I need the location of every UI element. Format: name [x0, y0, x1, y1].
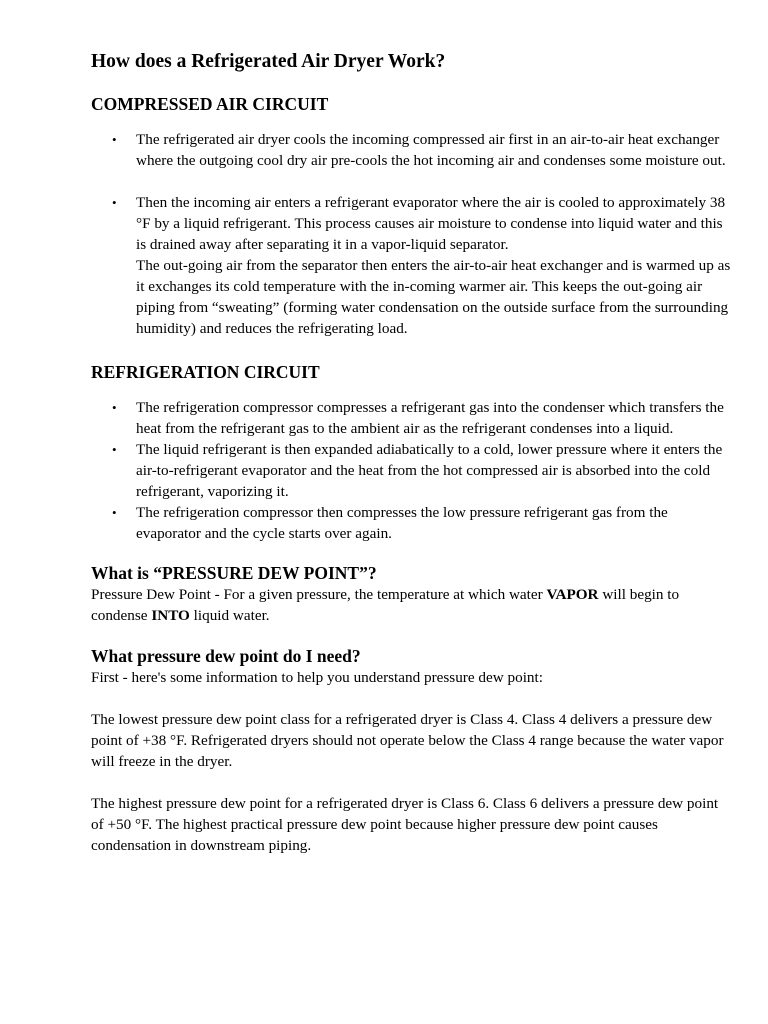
heading-pressure-dew-point: What is “PRESSURE DEW POINT”?: [91, 563, 377, 583]
pressure-dew-point-definition: [91, 584, 731, 626]
intro-paragraph: First - here's some information to help you understand pressure dew point:: [91, 669, 543, 686]
bullet-text: The liquid refrigerant is then expanded adiabatically to a cold, lower pressure where it enters the air-to-refrigerant evaporator and the heat from the hot compressed air is absorbed into the cold refrigerant, vaporizing it.: [136, 441, 723, 500]
bullet-icon: •: [112, 195, 117, 210]
list-item: [91, 129, 731, 171]
paragraph-lowest-dew-point: The lowest pressure dew point class for a refrigerated dryer is Class 4. Class 4 delivers a pressure dew point of +38 °F. Refrigerated dryers should not operate below the Class 4 range because the water vapor will freeze in the dryer.: [91, 711, 724, 770]
definition-emphasis-vapor: VAPOR: [546, 586, 599, 603]
bullet-text: The refrigeration compressor compresses a refrigerant gas into the condenser which transfers the heat from the refrigerant gas to the ambient air as the refrigerant condenses into a liquid.: [136, 399, 724, 437]
bullet-icon: •: [112, 132, 117, 147]
definition-text: will begin to condense: [91, 586, 680, 624]
section-heading-compressed-air: COMPRESSED AIR CIRCUIT: [91, 94, 329, 114]
bullet-icon: •: [112, 442, 117, 457]
definition-text: Pressure Dew Point - For a given pressure, the temperature at which water: [91, 586, 547, 603]
page-title: How does a Refrigerated Air Dryer Work?: [91, 51, 446, 72]
bullet-text: The refrigerated air dryer cools the incoming compressed air first in an air-to-air heat exchanger where the outgoing cool dry air pre-cools the hot incoming air and condenses some moisture out.: [136, 131, 726, 169]
bullet-text: Then the incoming air enters a refrigerant evaporator where the air is cooled to approximately 38 °F by a liquid refrigerant. This process causes air moisture to condense into liquid water and this is drained away after separating it in a vapor-liquid separator.: [136, 194, 726, 253]
list-item: [91, 192, 731, 255]
paragraph-highest-dew-point: The highest pressure dew point for a refrigerated dryer is Class 6. Class 6 delivers a pressure dew point of +50 °F. The highest practical pressure dew point because higher pressure dew point causes condensation in downstream piping.: [91, 795, 719, 854]
bullet-icon: •: [112, 505, 117, 520]
list-item: [91, 397, 731, 439]
list-item: [91, 502, 731, 544]
compressed-air-continuation: The out-going air from the separator then enters the air-to-air heat exchanger and is warmed up as it exchanges its cold temperature with the in-coming warmer air. This keeps the out-going air piping from “sweating” (forming water condensation on the outside surface from the surrounding humidity) and reduces the refrigerating load.: [136, 257, 731, 337]
definition-emphasis-into: INTO: [151, 607, 190, 624]
list-item: [91, 439, 731, 502]
bullet-icon: •: [112, 400, 117, 415]
compressed-air-bullet-list: [91, 129, 731, 255]
bullet-text: The refrigeration compressor then compresses the low pressure refrigerant gas from the evaporator and the cycle starts over again.: [136, 504, 668, 542]
document-page: [91, 50, 731, 856]
section-heading-refrigeration: REFRIGERATION CIRCUIT: [91, 362, 320, 382]
definition-text: liquid water.: [189, 607, 270, 624]
heading-what-dew-point-need: What pressure dew point do I need?: [91, 646, 361, 666]
refrigeration-bullet-list: [91, 397, 731, 544]
